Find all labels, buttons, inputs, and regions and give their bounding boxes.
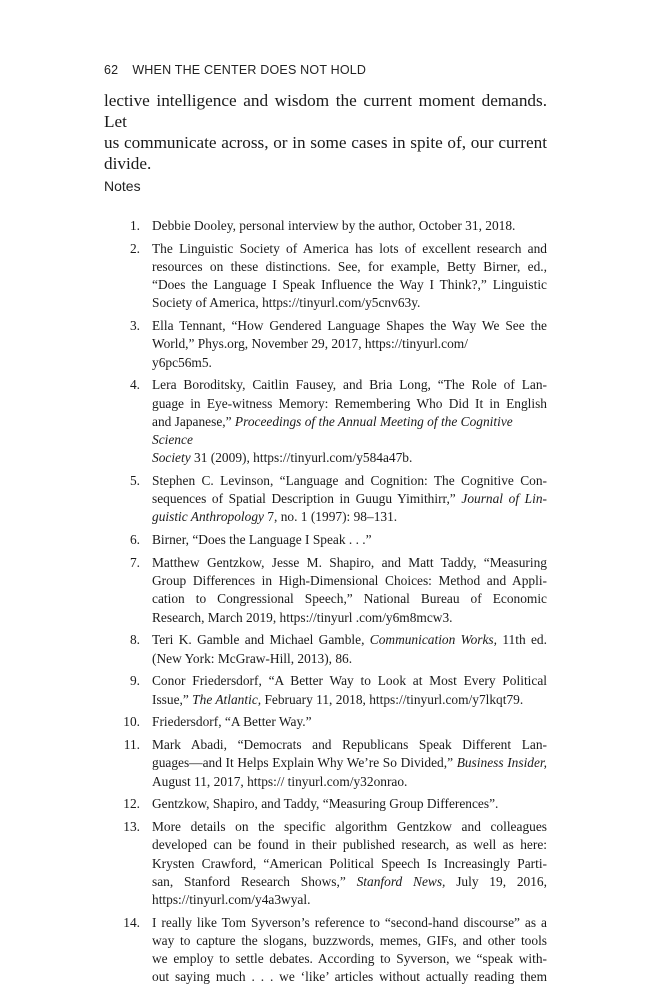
note-line: Friedersdorf, “A Better Way.” bbox=[152, 714, 312, 730]
note-line: Stephen C. Levinson, “Language and Cognition: The Cognitive Con- bbox=[152, 473, 547, 489]
note-text bbox=[152, 713, 547, 731]
note-number: 9. bbox=[129, 673, 140, 689]
note-number: 3. bbox=[129, 318, 140, 334]
note-text bbox=[152, 217, 547, 235]
note-line: guage in Eye-witness Memory: Remembering Who Did It in English bbox=[152, 395, 547, 411]
note-line: we employ to settle debates. According to Syverson, we “speak with- bbox=[152, 951, 547, 967]
note-line: Gentzkow, Shapiro, and Taddy, “Measuring Group Differences”. bbox=[152, 796, 499, 812]
note-line-segment: Issue,” bbox=[152, 691, 189, 707]
note-number: 4. bbox=[129, 377, 140, 393]
note-line bbox=[152, 754, 547, 772]
note-line bbox=[152, 873, 547, 891]
note-line: “Does the Language I Speak Influence the Way I Think?,” Linguistic bbox=[152, 277, 547, 293]
note-line: y6pc56m5. bbox=[152, 354, 212, 370]
note-line: resources on these distinctions. See, for example, Betty Birner, ed., bbox=[152, 259, 547, 274]
note-text bbox=[152, 672, 547, 708]
note-line: The Linguistic Society of America has lots of excellent research and bbox=[152, 240, 547, 256]
note-text bbox=[152, 376, 547, 467]
note-text bbox=[152, 472, 547, 527]
note-line bbox=[152, 413, 547, 449]
note-text bbox=[152, 736, 547, 791]
note-2 bbox=[104, 240, 547, 313]
page-number: 62 bbox=[104, 63, 119, 77]
journal-title: Society bbox=[152, 450, 191, 466]
note-line: Mark Abadi, “Democrats and Republicans Speak Different Lan- bbox=[152, 737, 547, 753]
note-line bbox=[152, 490, 547, 508]
notes-list bbox=[104, 217, 547, 991]
running-head bbox=[104, 63, 366, 77]
journal-title: guistic Anthropology bbox=[152, 509, 264, 525]
note-line: Lera Boroditsky, Caitlin Fausey, and Bria Long, “The Role of Lan- bbox=[152, 377, 547, 393]
note-number: 11. bbox=[123, 737, 140, 753]
note-number: 2. bbox=[129, 240, 140, 256]
note-line: Group Differences in High-Dimensional Choices: Method and Appli- bbox=[152, 573, 547, 589]
body-line: divide. bbox=[104, 154, 152, 173]
note-line: World,” Phys.org, November 29, 2017, https://tinyurl.com/ bbox=[152, 336, 468, 352]
note-line bbox=[152, 691, 547, 709]
note-number: 12. bbox=[123, 796, 140, 812]
note-line-segment: and Japanese,” bbox=[152, 413, 232, 429]
note-line-segment: Teri K. Gamble and Michael Gamble, bbox=[152, 632, 365, 648]
note-line: August 11, 2017, https:// tinyurl.com/y32onrao. bbox=[152, 773, 408, 789]
note-line: Conor Friedersdorf, “A Better Way to Look at Most Every Political bbox=[152, 673, 547, 689]
note-7 bbox=[104, 554, 547, 627]
note-line-segment: 7, no. 1 (1997): 98–131. bbox=[267, 509, 398, 525]
running-title: WHEN THE CENTER DOES NOT HOLD bbox=[132, 63, 367, 77]
note-line: More details on the specific algorithm Gentzkow and colleagues bbox=[152, 819, 547, 835]
note-5 bbox=[104, 472, 547, 527]
note-text bbox=[152, 554, 547, 627]
publication-title: Business Insider, bbox=[456, 755, 548, 771]
note-line-segment: February 11, 2018, https://tinyurl.com/y7lkqt79. bbox=[264, 691, 524, 707]
journal-title: Journal of Lin- bbox=[461, 491, 547, 507]
note-line bbox=[152, 449, 547, 467]
note-line-segment: 31 (2009), https://tinyurl.com/y584a47b. bbox=[194, 450, 413, 466]
note-4 bbox=[104, 376, 547, 467]
note-number: 10. bbox=[123, 714, 140, 730]
note-line: Birner, “Does the Language I Speak . . .” bbox=[152, 532, 372, 548]
note-number: 7. bbox=[129, 555, 140, 571]
note-line: Ella Tennant, “How Gendered Language Shapes the Way We See the bbox=[152, 318, 547, 334]
note-number: 14. bbox=[123, 914, 140, 930]
note-number: 8. bbox=[129, 632, 140, 648]
note-11 bbox=[104, 736, 547, 791]
note-line: (New York: McGraw-Hill, 2013), 86. bbox=[152, 650, 353, 666]
note-line: Krysten Crawford, “American Political Speech Is Increasingly Parti- bbox=[152, 855, 547, 871]
note-number: 5. bbox=[129, 473, 140, 489]
note-9 bbox=[104, 672, 547, 708]
note-3 bbox=[104, 317, 547, 372]
note-line: developed can be found in their published research, as well as here: bbox=[152, 837, 547, 853]
note-text bbox=[152, 240, 547, 313]
notes-heading: Notes bbox=[104, 178, 141, 194]
note-line: https://tinyurl.com/y4a3wyal. bbox=[152, 892, 311, 908]
note-line: I really like Tom Syverson’s reference to “second-hand discourse” as a bbox=[152, 914, 547, 930]
note-line: Research, March 2019, https://tinyurl .com/y6m8mcw3. bbox=[152, 609, 453, 625]
note-line: out saying much . . . we ‘like’ articles without actually reading them bbox=[152, 969, 547, 985]
publication-title: Stanford News, bbox=[356, 873, 446, 889]
note-line-segment: guages—and It Helps Explain Why We’re So Divided,” bbox=[152, 755, 454, 771]
note-line bbox=[152, 508, 547, 526]
book-title: Communication Works, bbox=[369, 632, 497, 648]
note-6 bbox=[104, 531, 547, 549]
note-1 bbox=[104, 217, 547, 235]
body-line: us communicate across, or in some cases in spite of, our current bbox=[104, 133, 547, 152]
note-12 bbox=[104, 795, 547, 813]
note-text bbox=[152, 795, 547, 813]
note-14 bbox=[104, 914, 547, 987]
note-line-segment: san, Stanford Research Shows,” bbox=[152, 873, 346, 889]
note-number: 13. bbox=[123, 819, 140, 835]
note-text bbox=[152, 818, 547, 909]
note-10 bbox=[104, 713, 547, 731]
note-line bbox=[152, 631, 547, 649]
body-line: lective intelligence and wisdom the current moment demands. Let bbox=[104, 91, 547, 131]
note-text bbox=[152, 317, 547, 372]
note-text bbox=[152, 531, 547, 549]
note-line: Debbie Dooley, personal interview by the author, October 31, 2018. bbox=[152, 218, 516, 233]
note-line: way to capture the slogans, buzzwords, memes, GIFs, and other tools bbox=[152, 933, 547, 949]
note-number: 1. bbox=[129, 218, 140, 233]
note-text bbox=[152, 631, 547, 667]
publication-title: The Atlantic, bbox=[192, 691, 262, 707]
body-paragraph bbox=[104, 90, 547, 174]
note-13 bbox=[104, 818, 547, 909]
note-text bbox=[152, 914, 547, 987]
journal-title: Proceedings of the Annual Meeting of the Cognitive Science bbox=[152, 413, 513, 448]
note-8 bbox=[104, 631, 547, 667]
note-line-segment: sequences of Spatial Description in Guugu Yimithirr,” bbox=[152, 491, 456, 507]
note-line: Society of America, https://tinyurl.com/y5cnv63y. bbox=[152, 295, 421, 311]
note-line: Matthew Gentzkow, Jesse M. Shapiro, and Matt Taddy, “Measuring bbox=[152, 555, 547, 571]
note-line-segment: July 19, 2016, bbox=[456, 873, 547, 889]
note-line-segment: 11th ed. bbox=[502, 632, 547, 648]
note-line: cation to Congressional Speech,” National Bureau of Economic bbox=[152, 591, 547, 607]
note-number: 6. bbox=[129, 532, 140, 548]
